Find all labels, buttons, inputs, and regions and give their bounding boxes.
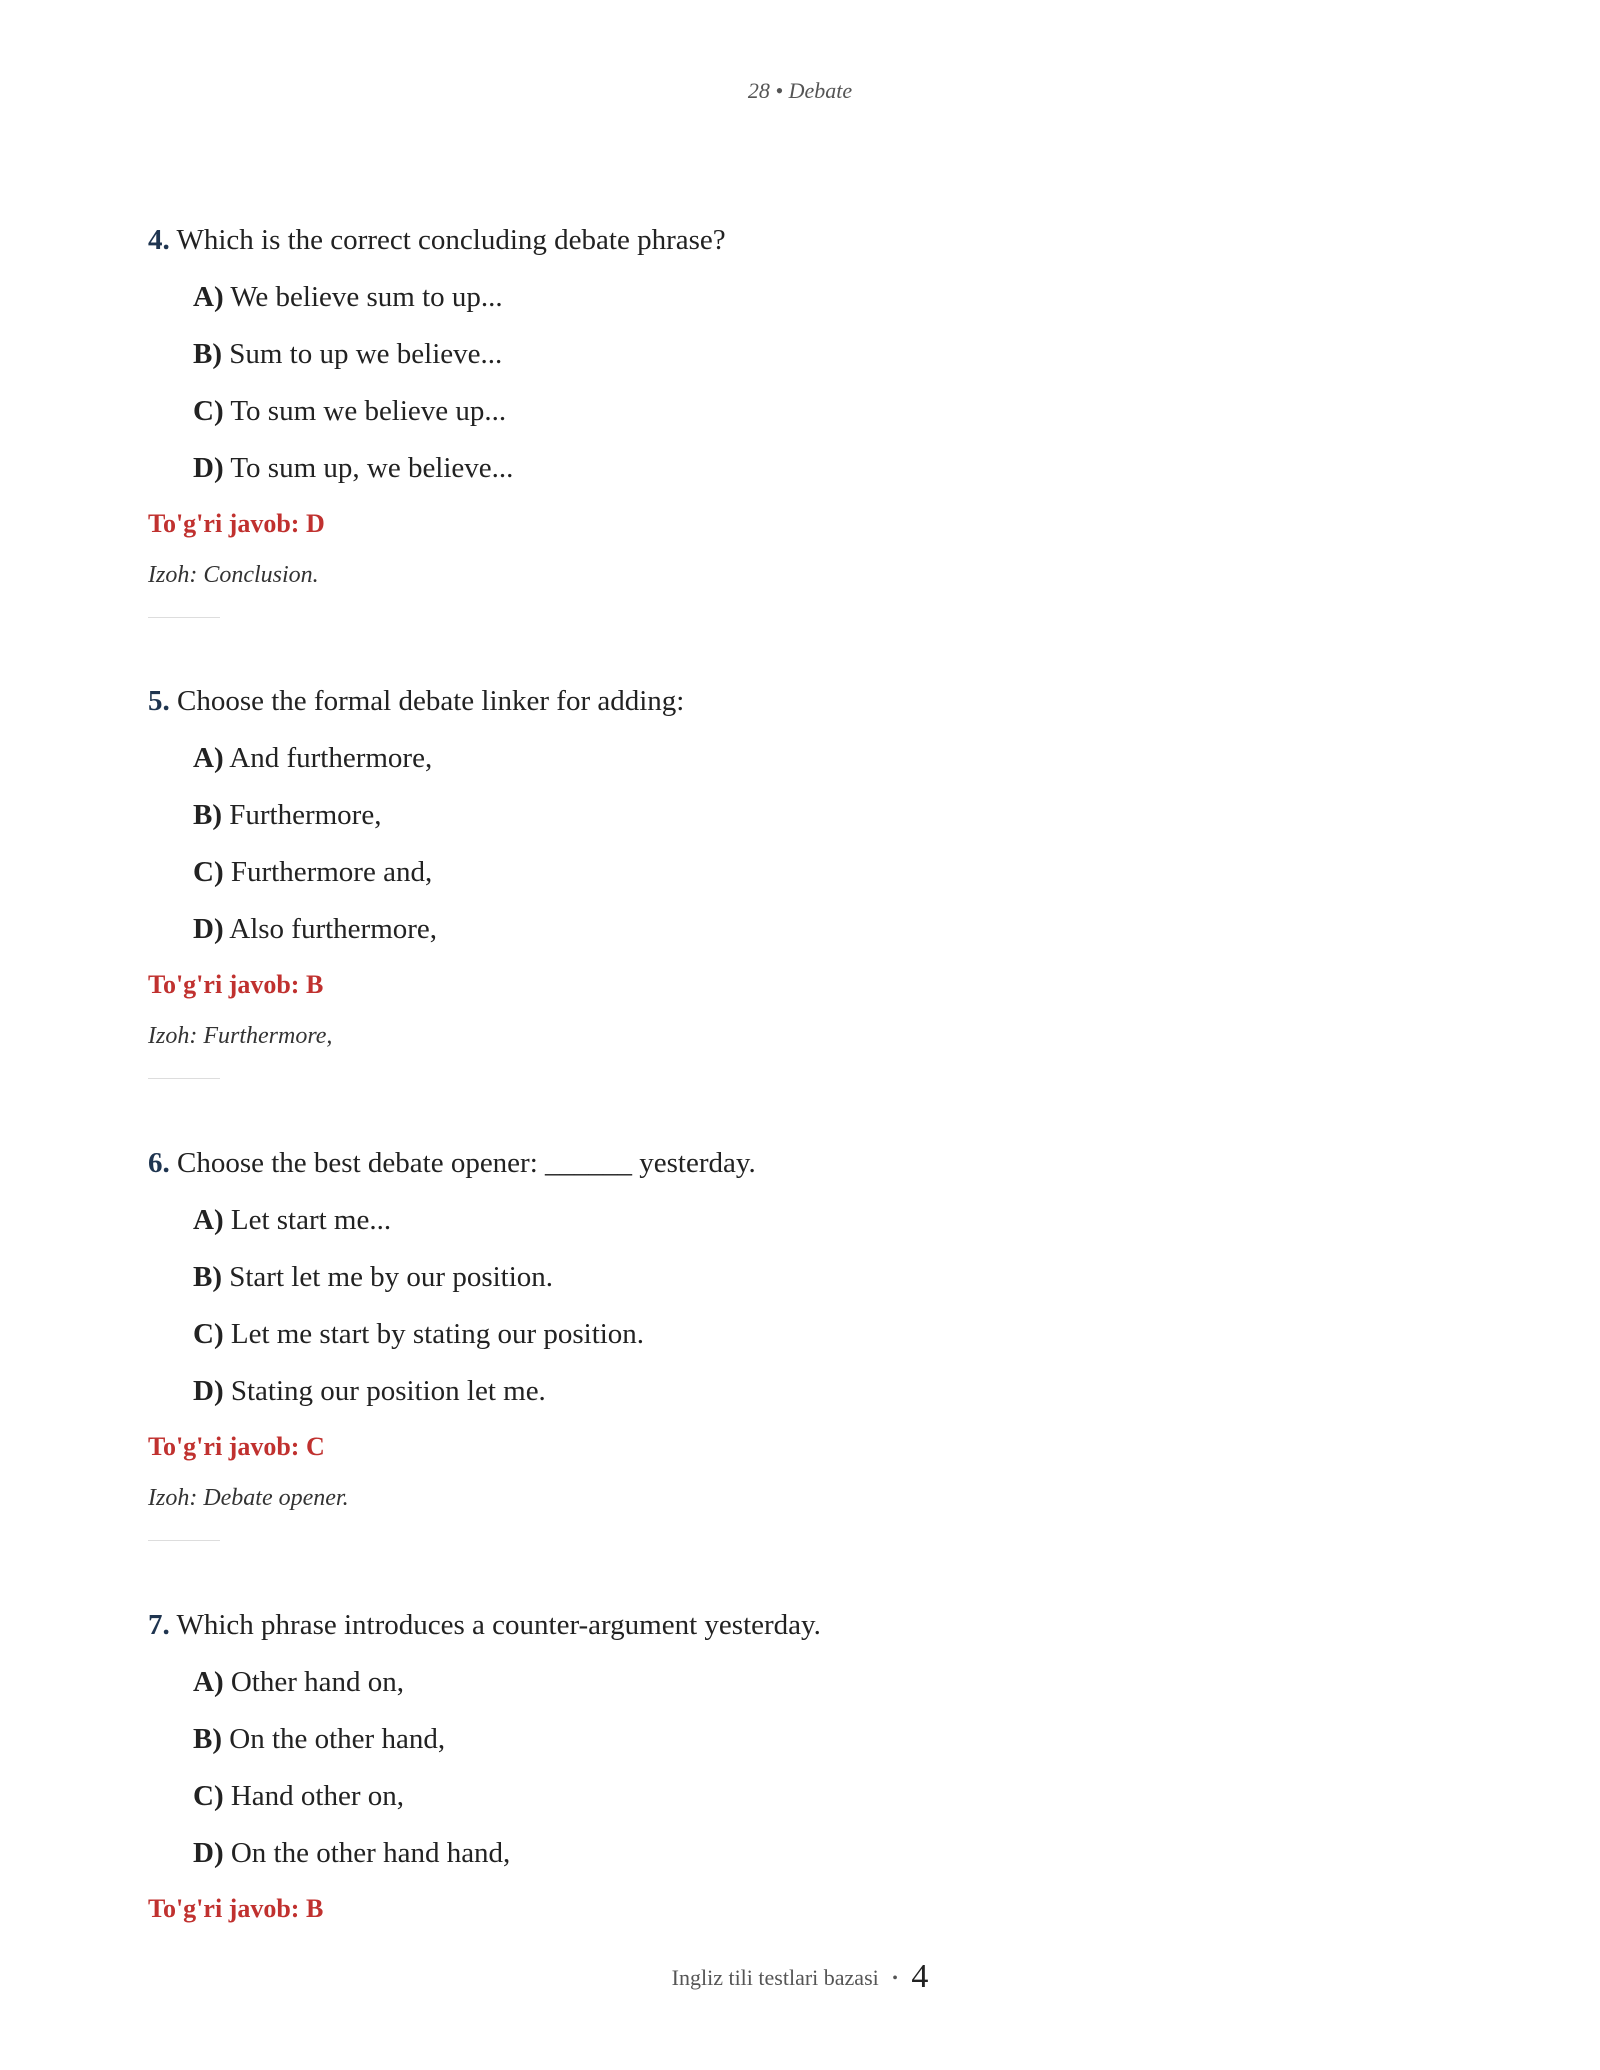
option-text: Let start me... xyxy=(230,1204,392,1236)
question-number: 6. xyxy=(148,1147,170,1179)
section-divider xyxy=(148,1078,220,1079)
answer-option xyxy=(193,336,1448,372)
correct-answer: To'g'ri javob: B xyxy=(148,970,324,999)
option-text: To sum we believe up... xyxy=(230,395,507,427)
answer-option xyxy=(193,1373,1448,1409)
answer-option xyxy=(193,1721,1448,1757)
explanation-note: Izoh: Conclusion. xyxy=(148,562,319,588)
answer-option xyxy=(193,911,1448,947)
option-text: On the other hand, xyxy=(229,1723,446,1755)
correct-answer: To'g'ri javob: C xyxy=(148,1432,325,1461)
question-text: Which phrase introduces a counter-argument yesterday. xyxy=(176,1609,821,1641)
answer-option xyxy=(193,740,1448,776)
option-letter: B) xyxy=(193,1261,222,1293)
option-text: Also furthermore, xyxy=(229,913,438,945)
answer-option xyxy=(193,1259,1448,1295)
explanation-note: Izoh: Furthermore, xyxy=(148,1023,333,1049)
question-block xyxy=(148,1145,1448,1541)
answer-option xyxy=(193,279,1448,315)
question-block xyxy=(148,1607,1448,1926)
option-text: And furthermore, xyxy=(229,742,433,774)
footer-title: Ingliz tili testlari bazasi xyxy=(671,1965,879,1990)
question-title xyxy=(148,1607,1448,1643)
option-text: Other hand on, xyxy=(230,1666,405,1698)
option-letter: D) xyxy=(193,1837,224,1869)
question-number: 5. xyxy=(148,685,170,717)
option-letter: C) xyxy=(193,1318,224,1350)
option-letter: C) xyxy=(193,856,224,888)
option-letter: D) xyxy=(193,452,224,484)
option-letter: A) xyxy=(193,742,224,774)
option-letter: B) xyxy=(193,338,222,370)
answer-option xyxy=(193,1316,1448,1352)
option-letter: A) xyxy=(193,281,224,313)
option-text: Hand other on, xyxy=(230,1780,405,1812)
question-title xyxy=(148,683,1448,719)
section-divider xyxy=(148,1540,220,1541)
question-text: Which is the correct concluding debate phrase? xyxy=(176,224,726,256)
answer-option xyxy=(193,1202,1448,1238)
question-title xyxy=(148,222,1448,258)
answer-option xyxy=(193,1835,1448,1871)
option-text: Let me start by stating our position. xyxy=(230,1318,645,1350)
option-text: Stating our position let me. xyxy=(230,1375,546,1407)
correct-answer: To'g'ri javob: B xyxy=(148,1894,324,1923)
question-text: Choose the formal debate linker for adding: xyxy=(177,685,685,717)
option-letter: A) xyxy=(193,1204,224,1236)
answer-option xyxy=(193,1778,1448,1814)
option-text: Start let me by our position. xyxy=(229,1261,554,1293)
explanation-note: Izoh: Debate opener. xyxy=(148,1485,349,1511)
option-text: We believe sum to up... xyxy=(230,281,503,313)
correct-answer: To'g'ri javob: D xyxy=(148,509,325,538)
question-title xyxy=(148,1145,1448,1181)
page-footer xyxy=(0,1958,1600,1996)
option-letter: D) xyxy=(193,913,224,945)
option-letter: A) xyxy=(193,1666,224,1698)
answer-option xyxy=(193,1664,1448,1700)
answer-option xyxy=(193,797,1448,833)
answer-option xyxy=(193,450,1448,486)
option-letter: B) xyxy=(193,799,222,831)
option-text: Furthermore, xyxy=(229,799,382,831)
question-block xyxy=(148,222,1448,618)
option-letter: D) xyxy=(193,1375,224,1407)
option-letter: C) xyxy=(193,1780,224,1812)
question-block xyxy=(148,683,1448,1079)
question-number: 4. xyxy=(148,224,170,256)
option-text: On the other hand hand, xyxy=(230,1837,511,1869)
question-number: 7. xyxy=(148,1609,170,1641)
option-letter: B) xyxy=(193,1723,222,1755)
question-text: Choose the best debate opener: ______ yesterday. xyxy=(177,1147,756,1179)
footer-separator: • xyxy=(892,1970,898,1987)
page-header: 28 • Debate xyxy=(747,78,853,103)
option-text: To sum up, we believe... xyxy=(230,452,514,484)
page-number: 4 xyxy=(911,1958,929,1995)
option-letter: C) xyxy=(193,395,224,427)
option-text: Furthermore and, xyxy=(230,856,433,888)
option-text: Sum to up we believe... xyxy=(229,338,503,370)
section-divider xyxy=(148,617,220,618)
answer-option xyxy=(193,393,1448,429)
answer-option xyxy=(193,854,1448,890)
